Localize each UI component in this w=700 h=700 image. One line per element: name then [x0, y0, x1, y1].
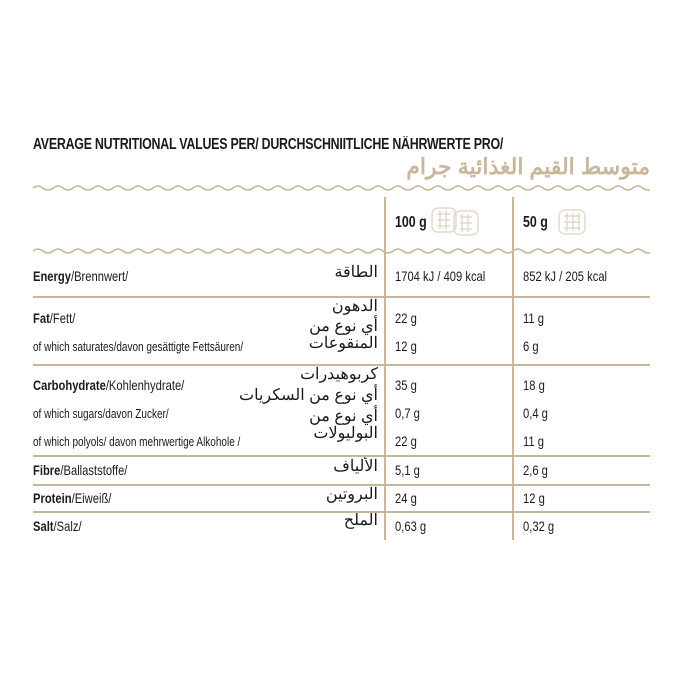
row-salt-100g: 0,63 g — [395, 518, 427, 534]
row-salt-50g: 0,32 g — [523, 518, 555, 534]
wavy-divider-header — [33, 247, 650, 255]
waffle-icon — [430, 205, 482, 239]
column-header-50g: 50 g — [523, 214, 548, 231]
wavy-divider-top — [33, 184, 650, 192]
column-header-100g: 100 g — [395, 214, 427, 231]
row-protein-100g: 24 g — [395, 490, 417, 506]
row-sugars-100g: 0,7 g — [395, 405, 420, 421]
row-energy-100g: 1704 kJ / 409 kcal — [395, 268, 486, 284]
row-protein-label: Protein/Eiweiß/ — [33, 490, 112, 506]
row-energy-arabic: الطاقة — [334, 264, 378, 281]
row-fibre-100g: 5,1 g — [395, 462, 420, 478]
row-polyols-arabic: أي نوع من البوليولات — [309, 408, 378, 442]
table-title: AVERAGE NUTRITIONAL VALUES PER/ DURCHSCHNIITLICHE NÄHRWERTE PRO/ — [33, 136, 504, 153]
table-title-arabic: متوسط القيم الغذائية جرام — [406, 154, 650, 179]
row-sugars-label: of which sugars/davon Zucker/ — [33, 407, 169, 421]
row-separator — [33, 455, 650, 457]
row-separator — [33, 296, 650, 298]
row-carbohydrate-label: Carbohydrate/Kohlenhydrate/ — [33, 377, 185, 393]
row-fibre-50g: 2,6 g — [523, 462, 548, 478]
row-carbohydrate-50g: 18 g — [523, 377, 545, 393]
row-protein-50g: 12 g — [523, 490, 545, 506]
row-salt-label: Salt/Salz/ — [33, 518, 82, 534]
row-fibre-label: Fibre/Ballaststoffe/ — [33, 462, 128, 478]
row-fibre-arabic: الألياف — [333, 458, 378, 475]
row-saturates-arabic: أي نوع من المنقوعات — [308, 318, 378, 352]
column-divider-1 — [384, 197, 386, 540]
row-sugars-arabic: أي نوع من السكريات — [239, 387, 378, 404]
column-divider-2 — [512, 197, 514, 540]
waffle-icon-half — [555, 205, 589, 239]
row-fat-50g: 11 g — [523, 310, 544, 326]
row-sugars-50g: 0,4 g — [523, 405, 548, 421]
row-fat-label: Fat/Fett/ — [33, 310, 76, 326]
row-saturates-100g: 12 g — [395, 338, 417, 354]
row-fat-arabic: الدهون — [331, 298, 378, 315]
row-carbohydrate-arabic: كربوهيدرات — [299, 366, 378, 383]
row-energy-label: Energy/Brennwert/ — [33, 268, 129, 284]
row-saturates-label: of which saturates/davon gesättigte Fettsäuren/ — [33, 340, 244, 354]
row-separator — [33, 484, 650, 486]
row-separator — [33, 511, 650, 513]
row-separator — [33, 364, 650, 366]
row-carbohydrate-100g: 35 g — [395, 377, 417, 393]
row-polyols-100g: 22 g — [395, 433, 417, 449]
row-polyols-label: of which polyols/ davon mehrwertige Alkohole / — [33, 435, 241, 449]
row-salt-arabic: الملح — [343, 512, 378, 529]
row-fat-100g: 22 g — [395, 310, 417, 326]
row-saturates-50g: 6 g — [523, 338, 539, 354]
row-protein-arabic: البروتين — [325, 486, 378, 503]
row-energy-50g: 852 kJ / 205 kcal — [523, 268, 608, 284]
row-polyols-50g: 11 g — [523, 433, 544, 449]
